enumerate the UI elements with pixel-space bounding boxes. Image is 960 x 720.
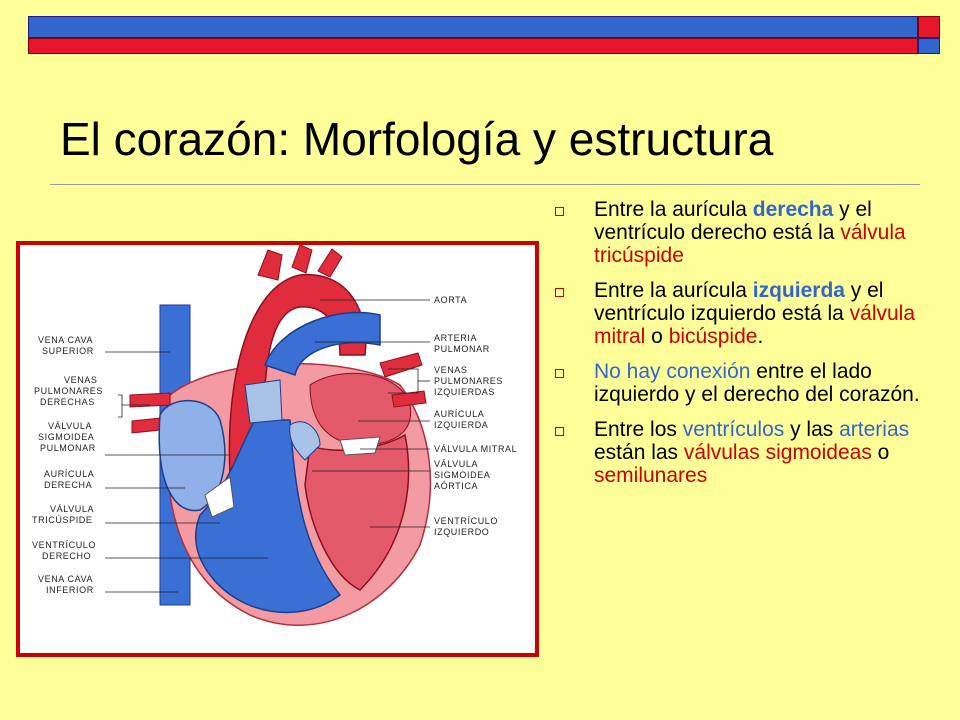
bullet-segment: arterias bbox=[839, 418, 910, 441]
label-valvula-tric-2: TRICÚSPIDE bbox=[32, 515, 93, 525]
label-venas-pulm-izq-3: IZQUIERDAS bbox=[434, 387, 496, 397]
square-bullet-icon bbox=[555, 369, 564, 378]
header-bar-red bbox=[28, 38, 918, 54]
bullet-item bbox=[552, 418, 952, 487]
heart-diagram bbox=[16, 241, 539, 657]
bullet-segment: y las bbox=[784, 418, 840, 441]
label-vena-cava-sup-2: SUPERIOR bbox=[42, 346, 94, 356]
bullet-segment: derecha bbox=[752, 198, 834, 221]
square-bullet-icon bbox=[555, 288, 564, 297]
label-valvula-tric-1: VÁLVULA bbox=[50, 504, 95, 514]
bullet-segment: izquierda bbox=[752, 279, 845, 302]
label-venas-pulm-izq-2: PULMONARES bbox=[434, 376, 504, 386]
pulmonary-valve-shape bbox=[245, 380, 282, 423]
label-auricula-izq-2: IZQUIERDA bbox=[434, 420, 489, 430]
bullet-item bbox=[552, 279, 952, 348]
label-valvula-sig-pulm-1: VÁLVULA bbox=[48, 421, 93, 431]
label-auricula-izq-1: AURÍCULA bbox=[434, 409, 485, 419]
bullet-segment: No hay conexión bbox=[594, 360, 751, 383]
label-vena-cava-inf-1: VENA CAVA bbox=[38, 574, 94, 584]
bullet-segment: ventrículos bbox=[682, 418, 785, 441]
square-bullet-icon bbox=[555, 427, 564, 436]
label-valvula-sig-aortica-2: SIGMOIDEA bbox=[434, 470, 491, 480]
header-square-blue bbox=[918, 38, 940, 54]
slide-title: El corazón: Morfología y estructura bbox=[60, 113, 774, 165]
bullet-segment: válvulas sigmoideas bbox=[683, 441, 872, 464]
bullet-segment: válvula tricúspide bbox=[594, 221, 906, 267]
bullet-text bbox=[594, 360, 920, 406]
title-divider bbox=[50, 184, 920, 185]
bullet-text bbox=[594, 198, 906, 267]
label-vena-cava-inf-2: INFERIOR bbox=[46, 585, 94, 595]
bullet-item bbox=[552, 360, 952, 406]
bullet-list bbox=[552, 198, 952, 499]
heart-illustration bbox=[20, 245, 535, 653]
label-valvula-sig-aortica-1: VÁLVULA bbox=[434, 459, 479, 469]
bullet-text bbox=[594, 418, 909, 487]
square-bullet-icon bbox=[555, 207, 564, 216]
bullet-segment: válvula mitral bbox=[594, 302, 916, 348]
bullet-segment: y el ventrículo derecho está la bbox=[594, 198, 872, 244]
bullet-segment: y el ventrículo izquierdo está la bbox=[594, 279, 884, 325]
bullet-segment: entre el lado izquierdo y el derecho del corazón. bbox=[594, 360, 920, 406]
mitral-valve-shape bbox=[340, 437, 380, 455]
label-auricula-der-2: DERECHA bbox=[44, 480, 93, 490]
label-aorta: AORTA bbox=[434, 295, 468, 305]
bullet-segment: están las bbox=[594, 441, 684, 464]
label-ventriculo-der-2: DERECHO bbox=[42, 551, 92, 561]
bullet-segment: Entre la aurícula bbox=[594, 198, 753, 221]
header-bar-blue bbox=[28, 16, 918, 38]
bullet-segment: . bbox=[757, 325, 764, 348]
label-ventriculo-izq-2: IZQUIERDO bbox=[434, 527, 490, 537]
bullet-text bbox=[594, 279, 915, 348]
label-valvula-sig-aortica-3: AÓRTICA bbox=[434, 481, 479, 491]
bullet-segment: bicúspide bbox=[668, 325, 758, 348]
bullet-item bbox=[552, 198, 952, 267]
label-venas-pulm-izq-1: VENAS bbox=[434, 365, 468, 375]
label-venas-pulm-der-3: DERECHAS bbox=[40, 397, 95, 407]
bullet-segment: o bbox=[645, 325, 669, 348]
label-valvula-sig-pulm-2: SIGMOIDEA bbox=[38, 432, 95, 442]
bullet-segment: Entre los bbox=[594, 418, 683, 441]
label-arteria-pulmonar-2: PULMONAR bbox=[434, 344, 490, 354]
bullet-segment: o bbox=[871, 441, 890, 464]
label-valvula-mitral: VÁLVULA MITRAL bbox=[434, 444, 518, 454]
label-valvula-sig-pulm-3: PULMONAR bbox=[40, 443, 96, 453]
label-vena-cava-sup-1: VENA CAVA bbox=[38, 335, 94, 345]
label-arteria-pulmonar-1: ARTERIA bbox=[434, 333, 478, 343]
header-square-red bbox=[918, 16, 940, 38]
label-venas-pulm-der-2: PULMONARES bbox=[34, 386, 104, 396]
label-venas-pulm-der-1: VENAS bbox=[64, 375, 98, 385]
label-ventriculo-izq-1: VENTRÍCULO bbox=[434, 516, 499, 526]
bullet-segment: semilunares bbox=[594, 464, 708, 487]
bullet-segment: Entre la aurícula bbox=[594, 279, 753, 302]
label-auricula-der-1: AURÍCULA bbox=[44, 469, 95, 479]
label-ventriculo-der-1: VENTRÍCULO bbox=[32, 540, 97, 550]
